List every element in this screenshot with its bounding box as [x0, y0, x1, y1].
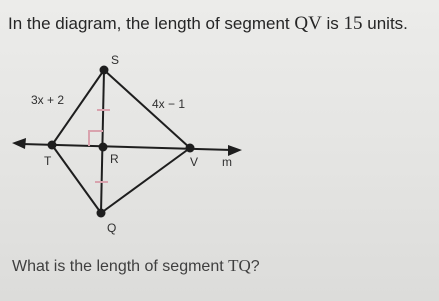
- segment-qv: QV: [294, 13, 322, 34]
- segment-tq: [52, 145, 101, 213]
- point-v: [186, 144, 195, 153]
- point-r: [99, 143, 108, 152]
- point-s: [100, 66, 109, 75]
- label-s: S: [111, 53, 120, 67]
- question-suffix: units.: [362, 14, 408, 33]
- label-m: m: [222, 155, 232, 169]
- segment-sq: [101, 70, 104, 213]
- label-r: R: [110, 152, 119, 166]
- label-sv-expression: 4x − 1: [152, 97, 186, 111]
- question-middle: is: [321, 14, 344, 33]
- point-q: [97, 209, 106, 218]
- prompt-suffix: ?: [250, 258, 260, 275]
- label-q: Q: [107, 221, 117, 235]
- length-value: 15: [343, 13, 363, 34]
- left-arrowhead-icon: [12, 138, 26, 149]
- label-st-expression: 3x + 2: [31, 93, 65, 107]
- label-v: V: [190, 155, 199, 169]
- label-t: T: [44, 154, 52, 168]
- question-prefix: In the diagram, the length of segment: [8, 14, 295, 33]
- prompt-prefix: What is the length of segment: [12, 258, 229, 275]
- segment-tq-label: TQ: [228, 256, 251, 275]
- point-t: [48, 141, 57, 150]
- prompt-text: [12, 256, 260, 277]
- segment-st: [52, 70, 104, 145]
